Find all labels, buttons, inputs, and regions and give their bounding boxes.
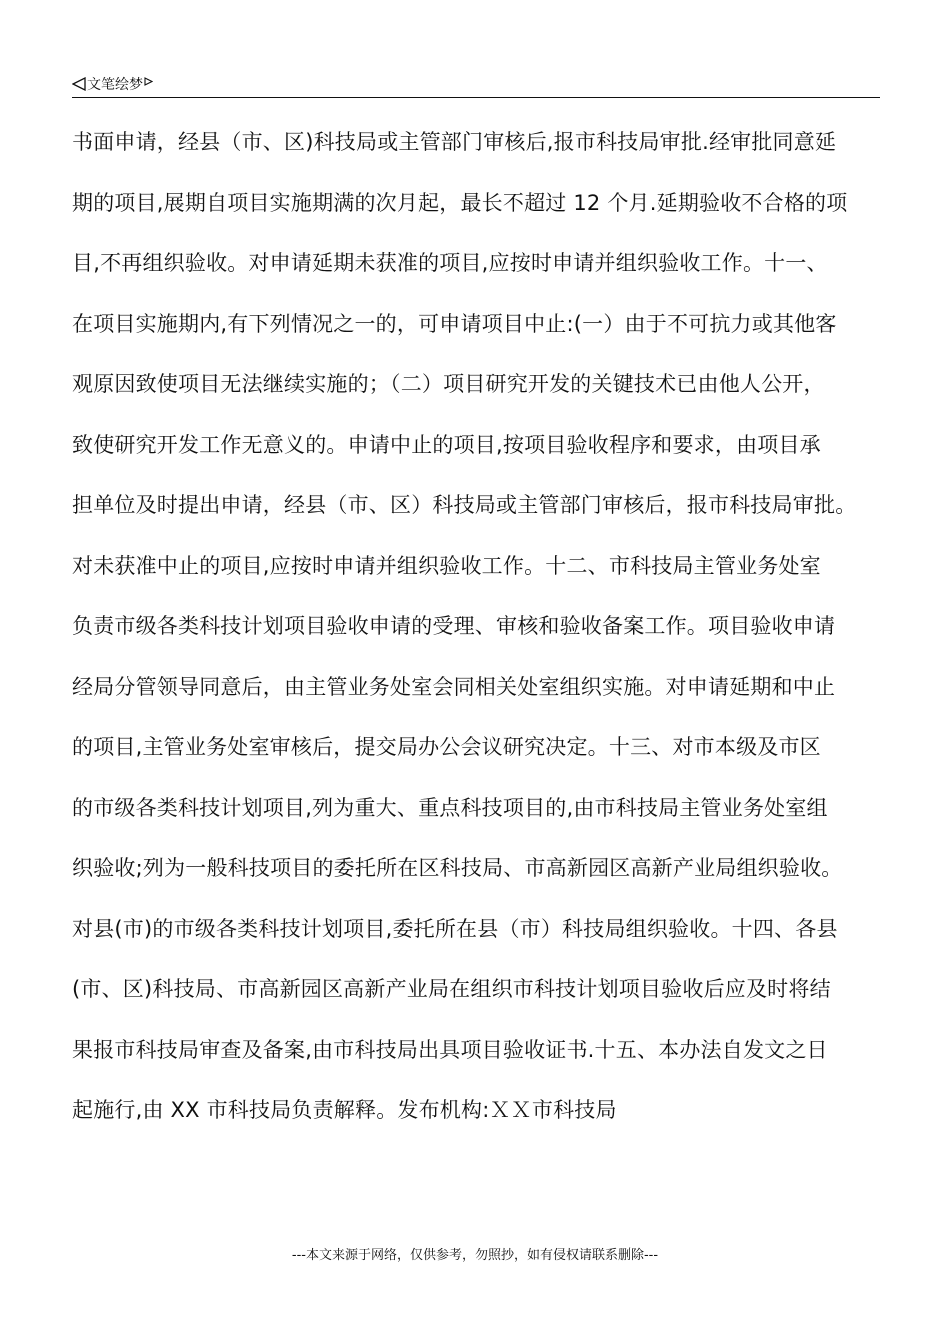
body-line: 织验收;列为一般科技项目的委托所在区科技局、市高新园区高新产业局组织验收。: [72, 856, 843, 880]
body-line: 担单位及时提出申请，经县（市、区）科技局或主管部门审核后，报市科技局审批。: [72, 493, 857, 517]
header-divider: [72, 97, 880, 98]
body-line: 目,不再组织验收。对申请延期未获准的项目,应按时申请并组织验收工作。十一、: [72, 251, 828, 275]
footer-disclaimer: ---本文来源于网络，仅供参考，勿照抄，如有侵权请联系删除---: [291, 1248, 659, 1263]
body-line: (市、区)科技局、市高新园区高新产业局在组织市科技计划项目验收后应及时将结: [72, 977, 831, 1001]
body-line: 起施行,由 XX 市科技局负责解释。发布机构:ＸＸ市科技局: [72, 1098, 617, 1122]
body-line: 负责市级各类科技计划项目验收申请的受理、审核和验收备案工作。项目验收申请: [72, 614, 836, 638]
body-line: 经局分管领导同意后，由主管业务处室会同相关处室组织实施。对申请延期和中止: [72, 674, 836, 699]
right-triangle-icon: [144, 77, 153, 86]
body-line: 对未获准中止的项目,应按时申请并组织验收工作。十二、市科技局主管业务处室: [72, 553, 821, 578]
left-triangle-icon: [72, 77, 86, 91]
header-title: 文笔绘梦: [87, 77, 143, 93]
header-title-group: [72, 76, 153, 94]
body-line: 致使研究开发工作无意义的。申请中止的项目,按项目验收程序和要求，由项目承: [72, 432, 821, 457]
body-line: 期的项目,展期自项目实施期满的次月起，最长不超过 12 个月.延期验收不合格的项: [72, 190, 848, 215]
body-line: 的项目,主管业务处室审核后，提交局办公会议研究决定。十三、对市本级及市区: [72, 735, 821, 759]
body-line: 观原因致使项目无法继续实施的；（二）项目研究开发的关键技术已由他人公开，: [72, 372, 825, 396]
body-line: 的市级各类科技计划项目,列为重大、重点科技项目的,由市科技局主管业务处室组: [72, 795, 828, 820]
body-line: 在项目实施期内,有下列情况之一的，可申请项目中止:(一）由于不可抗力或其他客: [72, 311, 837, 336]
page-header: [72, 74, 880, 98]
body-line: 书面申请，经县（市、区)科技局或主管部门审核后,报市科技局审批.经审批同意延: [72, 130, 837, 154]
body-line: 果报市科技局审查及备案,由市科技局出具项目验收证书.十五、本办法自发文之日: [72, 1037, 828, 1062]
body-line: 对县(市)的市级各类科技计划项目,委托所在县（市）科技局组织验收。十四、各县: [72, 916, 838, 941]
document-body: [72, 124, 880, 1153]
